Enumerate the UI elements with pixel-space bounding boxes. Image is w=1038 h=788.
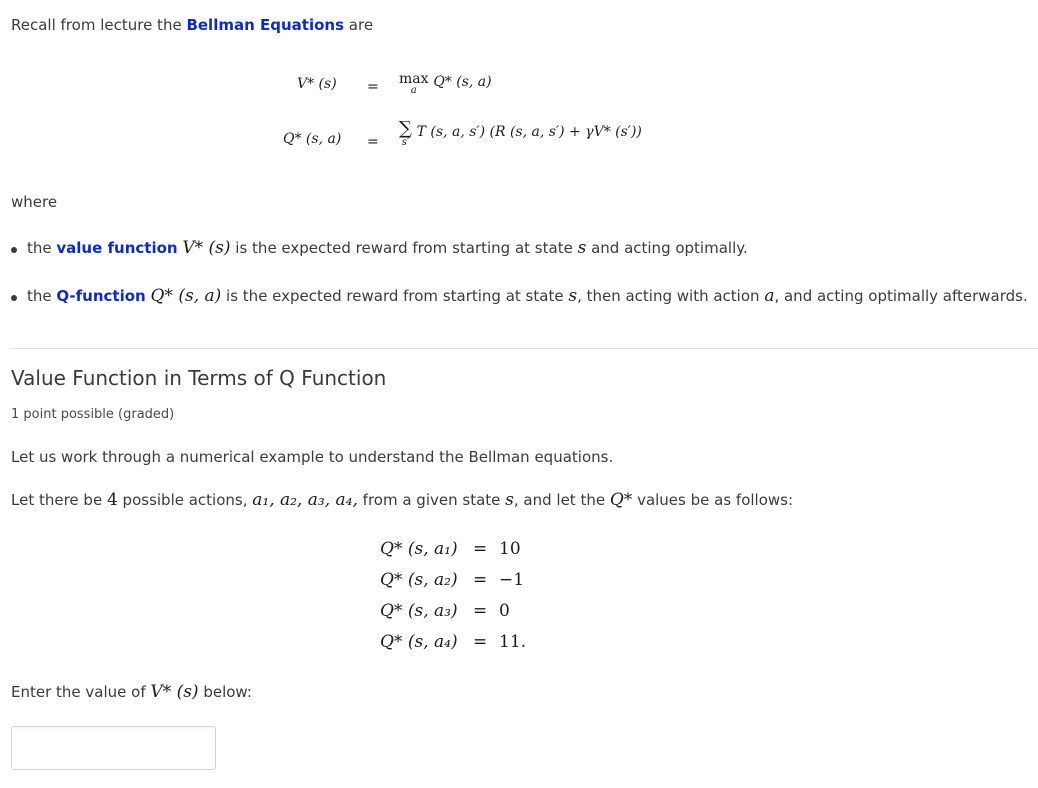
bellman-q-lhs: Q* (s, a): [283, 131, 342, 147]
sum-operator: ∑ s′: [399, 118, 412, 148]
q-value-rhs: 10: [499, 539, 521, 559]
bellman-v-rhs-q: Q* (s, a): [433, 74, 492, 90]
bullet-value-function: the value function V* (s) is the expected reward from starting at state s and acting optimally.: [27, 238, 748, 258]
problem-title: Value Function in Terms of Q Function: [11, 366, 387, 390]
q-value-rhs: −1: [499, 570, 525, 590]
action-list: a₁, a₂, a₃, a₄,: [252, 490, 358, 510]
bullet-dot: [11, 247, 17, 253]
intro-prefix: Recall from lecture the: [11, 16, 187, 34]
q-value-eq: =: [473, 601, 488, 621]
q-value-lhs: Q* (s, a₂): [380, 570, 458, 590]
where-label: where: [11, 193, 58, 211]
bellman-v-eq: =: [367, 79, 379, 95]
problem-setup: Let there be 4 possible actions, a₁, a₂, a₃, a₄, from a given state s, and let the Q* values be as follows:: [11, 490, 794, 510]
bellman-v-lhs: V* (s): [297, 76, 337, 92]
answer-input[interactable]: [11, 726, 216, 770]
points-label: 1 point possible (graded): [11, 407, 175, 422]
v-star-math: V* (s): [182, 238, 231, 258]
section-divider: [11, 348, 1038, 349]
answer-prompt: Enter the value of V* (s) below:: [11, 682, 252, 702]
v-star-prompt-math: V* (s): [150, 682, 199, 702]
bellman-v-rhs: [399, 72, 492, 97]
problem-intro: Let us work through a numerical example to understand the Bellman equations.: [11, 448, 614, 466]
bellman-q-rhs: [399, 120, 642, 149]
intro-text: [11, 16, 373, 34]
bellman-equations-link[interactable]: Bellman Equations: [186, 16, 345, 34]
bellman-q-rhs-expr: T (s, a, s′) (R (s, a, s′) + γV* (s′)): [416, 124, 642, 140]
bullet-dot: [11, 295, 17, 301]
bellman-q-eq: =: [367, 134, 379, 150]
q-value-lhs: Q* (s, a₄): [380, 632, 458, 652]
max-operator: max a: [399, 71, 429, 96]
q-value-eq: =: [473, 570, 488, 590]
action-count: 4: [106, 490, 118, 510]
q-value-lhs: Q* (s, a₃): [380, 601, 458, 621]
value-function-link[interactable]: value function: [56, 239, 178, 257]
intro-suffix: are: [344, 16, 374, 34]
q-value-eq: =: [473, 539, 488, 559]
q-function-link[interactable]: Q-function: [56, 287, 146, 305]
q-star-math: Q* (s, a): [150, 286, 222, 306]
q-value-eq: =: [473, 632, 488, 652]
q-value-rhs: 0: [499, 601, 510, 621]
q-value-lhs: Q* (s, a₁): [380, 539, 458, 559]
bullet-q-function: the Q-function Q* (s, a) is the expected reward from starting at state s, then acting with action a, and acting optimally afterwards.: [27, 286, 1028, 306]
q-value-rhs: 11.: [499, 632, 527, 652]
